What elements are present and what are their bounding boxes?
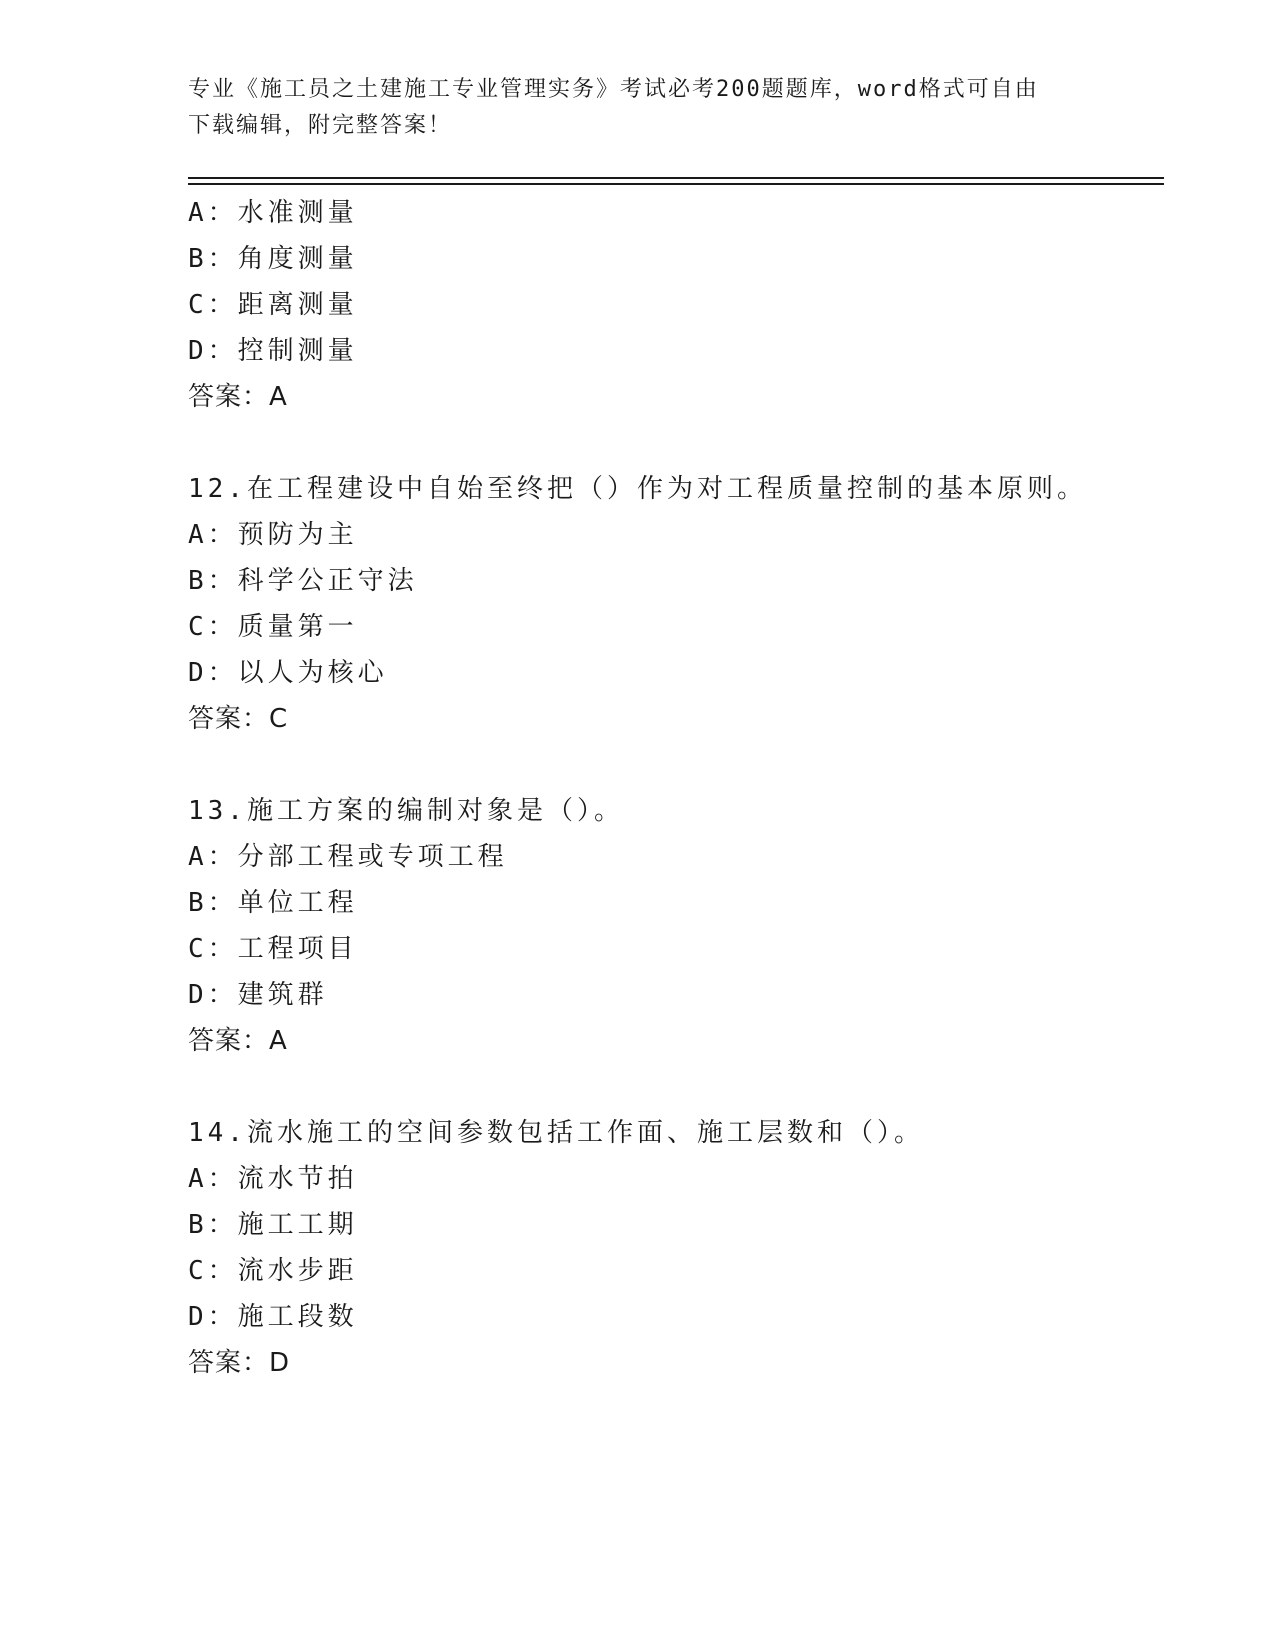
spacer <box>188 742 1148 788</box>
option-d: D：建筑群 <box>188 980 328 1010</box>
question-block-13 <box>188 788 1148 1064</box>
question-list <box>188 190 1148 1386</box>
question-block-11 <box>188 190 1148 420</box>
header-divider-bottom <box>188 183 1164 185</box>
question-block-14 <box>188 1110 1148 1386</box>
answer-line: 答案：C <box>188 704 289 734</box>
answer-line: 答案：A <box>188 1026 288 1056</box>
question-stem: 12.在工程建设中自始至终把（）作为对工程质量控制的基本原则。 <box>188 474 1087 504</box>
option-d: D：控制测量 <box>188 336 358 366</box>
option-c: C：流水步距 <box>188 1256 358 1286</box>
option-b: B：单位工程 <box>188 888 358 918</box>
option-b: B：施工工期 <box>188 1210 358 1240</box>
answer-line: 答案：D <box>188 1348 291 1378</box>
header-line-1: 专业《施工员之土建施工专业管理实务》考试必考200题题库，word格式可自由 <box>188 77 1039 102</box>
option-c: C：距离测量 <box>188 290 358 320</box>
option-d: D：以人为核心 <box>188 658 388 688</box>
question-stem: 14.流水施工的空间参数包括工作面、施工层数和（）。 <box>188 1118 924 1148</box>
option-a: A：流水节拍 <box>188 1164 358 1194</box>
option-b: B：科学公正守法 <box>188 566 418 596</box>
option-d: D：施工段数 <box>188 1302 358 1332</box>
option-a: A：预防为主 <box>188 520 358 550</box>
answer-line: 答案：A <box>188 382 288 412</box>
spacer <box>188 420 1148 466</box>
option-c: C：工程项目 <box>188 934 358 964</box>
option-a: A：水准测量 <box>188 198 358 228</box>
option-a: A：分部工程或专项工程 <box>188 842 508 872</box>
header-divider-top <box>188 177 1164 179</box>
question-block-12 <box>188 466 1148 742</box>
option-c: C：质量第一 <box>188 612 358 642</box>
question-stem: 13.施工方案的编制对象是（）。 <box>188 796 624 826</box>
header-line-2: 下载编辑，附完整答案！ <box>188 113 453 138</box>
spacer <box>188 1064 1148 1110</box>
option-b: B：角度测量 <box>188 244 358 274</box>
document-header <box>188 72 1088 144</box>
